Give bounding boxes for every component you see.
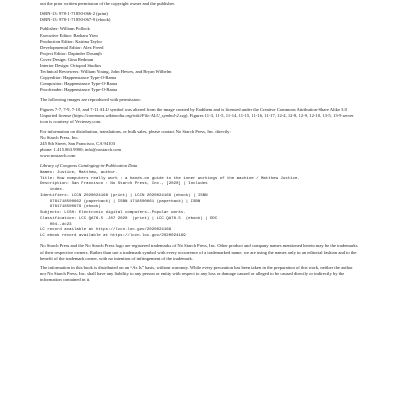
contact-website: www.nostarch.com xyxy=(40,153,76,159)
credit-proofreader: Proofreader: Happenstance Type-O-Rama xyxy=(40,87,118,93)
isbn-print: ISBN-13: 978-1-71850-066-2 (print) xyxy=(40,10,108,16)
cip-line: 9781718500679 (ebook) xyxy=(40,205,101,210)
trademark-paragraph: No Starch Press and the No Starch Press logo are registered trademarks of No Starch Press, Inc. Other product and company names mentioned herein may be the trademarks of their respective owners. Rather than use a trademark symbol with every occurrence of a trademarked name, we are using the names only in an editorial fashion and to the benefit of the trademark owner, with no intention of infringement of the trademark. xyxy=(40,243,358,261)
cip-line: Description: San Francisco : No Starch Press, Inc., [2020] | Includes xyxy=(40,182,208,187)
contact-phone-email: phone: 1.415.863.9900; info@nostarch.com xyxy=(40,146,122,152)
credit-project-editor: Project Editor: Dapinder Dosanjh xyxy=(40,50,102,56)
cip-line: Subjects: LCSH: Electronic digital computers--Popular works. xyxy=(40,211,186,216)
cip-title: Library of Congress Cataloging-in-Publication Data xyxy=(40,162,138,168)
permission-paragraph xyxy=(40,107,360,125)
cip-line: index. xyxy=(40,188,65,193)
contact-block xyxy=(40,129,360,159)
credit-copyeditor: Copyeditor: Happenstance Type-O-Rama xyxy=(40,75,117,81)
permission-link[interactable]: https://commons.wikimedia.org/wiki/File:ALU_symbol-2.svg xyxy=(73,112,186,118)
credit-interior-design: Interior Design: Octopod Studios xyxy=(40,63,102,69)
cip-record xyxy=(40,171,360,240)
contact-intro: For information on distribution, translations, or bulk sales, please contact No Starch Press, Inc. directly: xyxy=(40,128,231,134)
isbn-ebook: ISBN-13: 978-1-71850-067-9 (ebook) xyxy=(40,16,111,22)
credit-production-editor: Production Editor: Katrina Taylor xyxy=(40,38,102,44)
isbn-block xyxy=(40,11,360,23)
contact-address: 245 8th Street, San Francisco, CA 94103 xyxy=(40,140,116,146)
permission-text: Figures 7-7, 7-9, 7-10, and 7-11 ALU symbol was altered from the image created by Eadthem and is licensed under the Creative Commons Attribution-Share Alike 3.0 Unported license ( xyxy=(40,106,347,118)
cip-line: 004--dc23 xyxy=(40,222,72,227)
contact-company: No Starch Press, Inc. xyxy=(40,134,79,140)
top-fragment: out the prior written permission of the copyright owner and the publisher. xyxy=(40,1,175,6)
cip-line: Classification: LCC QA76.5 .J87 2020 (print) | LCC QA76.5 (ebook) | DDC xyxy=(40,216,218,221)
credits-block xyxy=(40,26,360,93)
cip-line: Identifiers: LCCN 2020024168 (print) | LCCN 2020024169 (ebook) | ISBN xyxy=(40,193,208,198)
credit-cover-design: Cover Design: Gina Redman xyxy=(40,56,94,62)
cip-line: Title: How computers really work : a hands-on guide to the inner workings of the machine / Matthew Justice. xyxy=(40,176,300,181)
permission-intro: The following images are reproduced with permission: xyxy=(40,97,141,103)
cip-line: Names: Justice, Matthew, author. xyxy=(40,170,118,175)
credit-publisher: Publisher: William Pollock xyxy=(40,26,90,32)
permission-text-after: ). Figures 11-3, 11-5, 11-14, 11-15, 11-16, 11-17, 12-4, 12-8, 12-9, 12-10, 13-5, 13-9 server icon is courtesy of Vecteezy.com. xyxy=(40,112,354,124)
cip-block xyxy=(40,163,360,240)
credit-developmental-editor: Developmental Editor: Alex Freed xyxy=(40,44,104,50)
cip-line: LC record available at https://lccn.loc.gov/2020024168 xyxy=(40,228,172,233)
cip-line: LC ebook record available at https://lccn.loc.gov/2020024169 xyxy=(40,234,186,239)
cip-line: 9781718500662 (paperback) | ISBN 1718500661 (paperback) | ISBN xyxy=(40,199,201,204)
credit-technical-reviewers: Technical Reviewers: William Young, John Hewes, and Bryan Wilhelm xyxy=(40,69,172,75)
credit-executive-editor: Executive Editor: Barbara Yien xyxy=(40,32,98,38)
disclaimer-paragraph: The information in this book is distributed on an “As Is” basis, without warranty. While every precaution has been taken in the preparation of this work, neither the author nor No Starch Press, Inc. shall have any liability to any person or entity with respect to any loss or damage caused or alleged to be caused directly or indirectly by the information contained in it. xyxy=(40,265,353,283)
credit-compositor: Compositor: Happenstance Type-O-Rama xyxy=(40,81,118,87)
